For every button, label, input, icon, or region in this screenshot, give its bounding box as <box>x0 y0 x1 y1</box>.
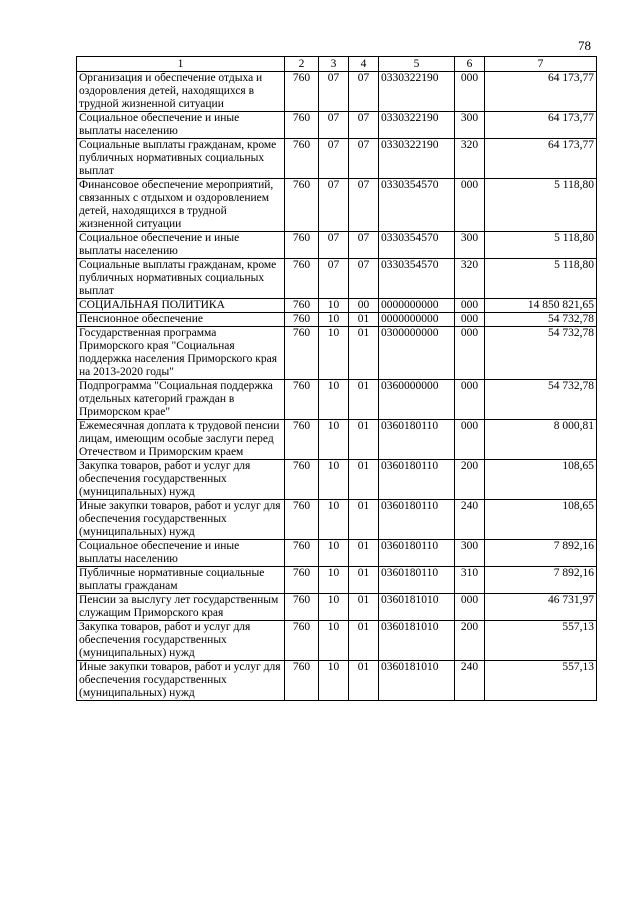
row-amount-cell: 54 732,78 <box>485 327 597 380</box>
row-code-cell: 760 <box>285 500 319 540</box>
row-code-cell: 760 <box>285 232 319 259</box>
row-amount-cell: 108,65 <box>485 460 597 500</box>
row-target-article-cell: 0330322190 <box>379 112 455 139</box>
column-header: 1 <box>77 57 285 72</box>
row-name-cell: Социальное обеспечение и иные выплаты населению <box>77 232 285 259</box>
row-target-article-cell: 0360180110 <box>379 567 455 594</box>
row-name-cell: Иные закупки товаров, работ и услуг для обеспечения государственных (муниципальных) нужд <box>77 661 285 701</box>
row-code-cell: 760 <box>285 327 319 380</box>
row-target-article-cell: 0330354570 <box>379 232 455 259</box>
row-expense-type-cell: 000 <box>455 420 485 460</box>
row-subsection-cell: 07 <box>349 259 379 299</box>
table-row <box>77 299 597 313</box>
row-name-cell: Организация и обеспечение отдыха и оздоровления детей, находящихся в трудной жизненной ситуации <box>77 72 285 112</box>
table-row <box>77 72 597 112</box>
row-code-cell: 760 <box>285 420 319 460</box>
row-amount-cell: 557,13 <box>485 621 597 661</box>
row-code-cell: 760 <box>285 661 319 701</box>
table-row <box>77 540 597 567</box>
row-target-article-cell: 0360180110 <box>379 420 455 460</box>
column-header: 4 <box>349 57 379 72</box>
row-subsection-cell: 07 <box>349 72 379 112</box>
row-expense-type-cell: 240 <box>455 500 485 540</box>
table-row <box>77 112 597 139</box>
row-section-cell: 10 <box>319 500 349 540</box>
row-expense-type-cell: 320 <box>455 259 485 299</box>
row-code-cell: 760 <box>285 460 319 500</box>
row-expense-type-cell: 000 <box>455 179 485 232</box>
row-amount-cell: 557,13 <box>485 661 597 701</box>
row-subsection-cell: 01 <box>349 540 379 567</box>
table-row <box>77 500 597 540</box>
row-name-cell: Подпрограмма "Социальная поддержка отдельных категорий граждан в Приморском крае" <box>77 380 285 420</box>
budget-table <box>76 56 597 701</box>
row-target-article-cell: 0000000000 <box>379 299 455 313</box>
column-header: 3 <box>319 57 349 72</box>
row-target-article-cell: 0000000000 <box>379 313 455 327</box>
row-code-cell: 760 <box>285 179 319 232</box>
row-amount-cell: 5 118,80 <box>485 259 597 299</box>
row-target-article-cell: 0330322190 <box>379 72 455 112</box>
row-code-cell: 760 <box>285 139 319 179</box>
row-section-cell: 07 <box>319 232 349 259</box>
row-section-cell: 10 <box>319 594 349 621</box>
row-section-cell: 07 <box>319 72 349 112</box>
row-target-article-cell: 0330354570 <box>379 259 455 299</box>
page-number: 78 <box>578 38 591 53</box>
row-name-cell: Публичные нормативные социальные выплаты гражданам <box>77 567 285 594</box>
table-row <box>77 313 597 327</box>
row-name-cell: Государственная программа Приморского края "Социальная поддержка населения Приморского края на 2013-2020 годы" <box>77 327 285 380</box>
row-subsection-cell: 01 <box>349 594 379 621</box>
table-row <box>77 380 597 420</box>
row-amount-cell: 46 731,97 <box>485 594 597 621</box>
row-section-cell: 10 <box>319 540 349 567</box>
column-header: 6 <box>455 57 485 72</box>
row-code-cell: 760 <box>285 299 319 313</box>
row-section-cell: 07 <box>319 139 349 179</box>
row-section-cell: 10 <box>319 567 349 594</box>
column-header: 5 <box>379 57 455 72</box>
row-subsection-cell: 01 <box>349 420 379 460</box>
table-row <box>77 567 597 594</box>
row-amount-cell: 64 173,77 <box>485 72 597 112</box>
row-amount-cell: 14 850 821,65 <box>485 299 597 313</box>
row-section-cell: 10 <box>319 621 349 661</box>
row-amount-cell: 8 000,81 <box>485 420 597 460</box>
row-code-cell: 760 <box>285 380 319 420</box>
row-subsection-cell: 07 <box>349 232 379 259</box>
row-section-cell: 10 <box>319 299 349 313</box>
row-name-cell: Социальное обеспечение и иные выплаты населению <box>77 540 285 567</box>
row-subsection-cell: 00 <box>349 299 379 313</box>
row-expense-type-cell: 320 <box>455 139 485 179</box>
table-row <box>77 420 597 460</box>
row-code-cell: 760 <box>285 259 319 299</box>
row-subsection-cell: 01 <box>349 380 379 420</box>
row-subsection-cell: 01 <box>349 661 379 701</box>
row-amount-cell: 7 892,16 <box>485 540 597 567</box>
row-amount-cell: 54 732,78 <box>485 380 597 420</box>
row-subsection-cell: 01 <box>349 567 379 594</box>
row-code-cell: 760 <box>285 72 319 112</box>
row-name-cell: Пенсии за выслугу лет государственным служащим Приморского края <box>77 594 285 621</box>
row-target-article-cell: 0360181010 <box>379 661 455 701</box>
row-name-cell: Закупка товаров, работ и услуг для обеспечения государственных (муниципальных) нужд <box>77 460 285 500</box>
row-name-cell: СОЦИАЛЬНАЯ ПОЛИТИКА <box>77 299 285 313</box>
row-expense-type-cell: 000 <box>455 327 485 380</box>
row-expense-type-cell: 300 <box>455 540 485 567</box>
row-expense-type-cell: 200 <box>455 460 485 500</box>
row-name-cell: Пенсионное обеспечение <box>77 313 285 327</box>
row-amount-cell: 5 118,80 <box>485 232 597 259</box>
row-target-article-cell: 0360181010 <box>379 594 455 621</box>
row-target-article-cell: 0360180110 <box>379 500 455 540</box>
row-subsection-cell: 07 <box>349 139 379 179</box>
row-subsection-cell: 01 <box>349 500 379 540</box>
row-amount-cell: 108,65 <box>485 500 597 540</box>
table-body <box>77 72 597 701</box>
row-expense-type-cell: 310 <box>455 567 485 594</box>
row-target-article-cell: 0360180110 <box>379 540 455 567</box>
row-target-article-cell: 0360180110 <box>379 460 455 500</box>
table-row <box>77 661 597 701</box>
row-section-cell: 10 <box>319 380 349 420</box>
row-target-article-cell: 0300000000 <box>379 327 455 380</box>
row-expense-type-cell: 200 <box>455 621 485 661</box>
table-row <box>77 259 597 299</box>
row-amount-cell: 54 732,78 <box>485 313 597 327</box>
table-row <box>77 179 597 232</box>
row-subsection-cell: 01 <box>349 327 379 380</box>
row-subsection-cell: 07 <box>349 179 379 232</box>
row-name-cell: Социальные выплаты гражданам, кроме публичных нормативных социальных выплат <box>77 259 285 299</box>
row-amount-cell: 64 173,77 <box>485 139 597 179</box>
row-section-cell: 10 <box>319 460 349 500</box>
row-section-cell: 07 <box>319 112 349 139</box>
row-name-cell: Закупка товаров, работ и услуг для обеспечения государственных (муниципальных) нужд <box>77 621 285 661</box>
column-header: 2 <box>285 57 319 72</box>
row-expense-type-cell: 000 <box>455 313 485 327</box>
table-row <box>77 139 597 179</box>
table-row <box>77 594 597 621</box>
row-name-cell: Иные закупки товаров, работ и услуг для обеспечения государственных (муниципальных) нужд <box>77 500 285 540</box>
row-target-article-cell: 0330322190 <box>379 139 455 179</box>
row-expense-type-cell: 000 <box>455 299 485 313</box>
row-amount-cell: 5 118,80 <box>485 179 597 232</box>
row-code-cell: 760 <box>285 313 319 327</box>
table-header-row <box>77 57 597 72</box>
row-name-cell: Ежемесячная доплата к трудовой пенсии лицам, имеющим особые заслуги перед Отечеством и Приморским краем <box>77 420 285 460</box>
row-subsection-cell: 01 <box>349 460 379 500</box>
row-section-cell: 10 <box>319 327 349 380</box>
row-target-article-cell: 0360181010 <box>379 621 455 661</box>
row-expense-type-cell: 300 <box>455 232 485 259</box>
table-row <box>77 460 597 500</box>
row-section-cell: 10 <box>319 313 349 327</box>
row-section-cell: 10 <box>319 420 349 460</box>
row-amount-cell: 64 173,77 <box>485 112 597 139</box>
row-name-cell: Социальные выплаты гражданам, кроме публичных нормативных социальных выплат <box>77 139 285 179</box>
row-expense-type-cell: 000 <box>455 594 485 621</box>
row-subsection-cell: 01 <box>349 621 379 661</box>
row-code-cell: 760 <box>285 112 319 139</box>
table-row <box>77 232 597 259</box>
row-amount-cell: 7 892,16 <box>485 567 597 594</box>
row-expense-type-cell: 240 <box>455 661 485 701</box>
table-row <box>77 327 597 380</box>
row-code-cell: 760 <box>285 594 319 621</box>
row-code-cell: 760 <box>285 621 319 661</box>
row-section-cell: 07 <box>319 259 349 299</box>
table-row <box>77 621 597 661</box>
row-target-article-cell: 0360000000 <box>379 380 455 420</box>
row-section-cell: 07 <box>319 179 349 232</box>
row-code-cell: 760 <box>285 567 319 594</box>
row-name-cell: Финансовое обеспечение мероприятий, связанных с отдыхом и оздоровлением детей, находящихся в трудной жизненной ситуации <box>77 179 285 232</box>
row-name-cell: Социальное обеспечение и иные выплаты населению <box>77 112 285 139</box>
row-subsection-cell: 07 <box>349 112 379 139</box>
row-subsection-cell: 01 <box>349 313 379 327</box>
column-header: 7 <box>485 57 597 72</box>
row-expense-type-cell: 000 <box>455 380 485 420</box>
row-code-cell: 760 <box>285 540 319 567</box>
row-expense-type-cell: 300 <box>455 112 485 139</box>
row-expense-type-cell: 000 <box>455 72 485 112</box>
row-target-article-cell: 0330354570 <box>379 179 455 232</box>
row-section-cell: 10 <box>319 661 349 701</box>
